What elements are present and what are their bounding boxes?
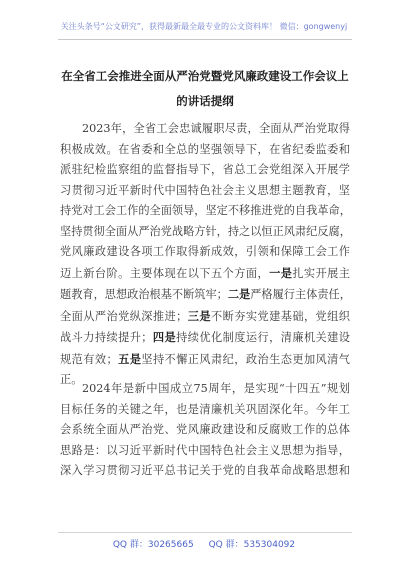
- para2-line: 目标任务的关键之年，也是清廉机关巩固深化年。今年工: [60, 402, 350, 416]
- header-divider: [58, 39, 352, 40]
- para1-line: 迈上新台阶。主要体现在以下五个方面，一是扎实开展主: [60, 265, 350, 280]
- para1-line: 积极成效。在省委和全总的坚强领导下，在省纪委监委和: [60, 142, 350, 156]
- header-promo-note: 关注头条号“公文研究”，获得最新最全最专业的公文资料库！ 微信：gongwenyj: [60, 22, 348, 31]
- para1-line: 坚持贯彻全面从严治党战略方针，持之以恒正风肃纪反腐，: [60, 224, 351, 238]
- para1-line: 派驻纪检监察组的监督指导下，省总工会党组深入开展学: [60, 163, 350, 176]
- para1-line: 战斗力持续提升；四是持续优化制度运行，清廉机关建设: [60, 330, 350, 344]
- footer-divider: [58, 532, 352, 533]
- footer-qq-group-2: QQ 群：535304092: [208, 540, 296, 550]
- para1-line: 规范有效；五是坚持不懈正风肃纪，政治生态更加风清气: [60, 351, 350, 366]
- para1-line: 2023年，全省工会忠诚履职尽责，全面从严治党取得: [82, 122, 350, 135]
- para1-line: 党风廉政建设各项工作取得新成效，引领和保障工会工作: [60, 245, 350, 258]
- para1-line: 题教育，思想政治根基不断筑牢；二是严格履行主体责任，: [60, 287, 351, 301]
- paragraph-2023-summary: [60, 119, 350, 391]
- para1-line: 全面从严治党纵深推进；三是不断夯实党建基础，党组织: [60, 308, 350, 323]
- para2-line: 深入学习贯彻习近平总书记关于党的自我革命战略思想和: [60, 464, 350, 477]
- paragraph-2024-plan: [60, 379, 350, 482]
- footer-qq-groups: [0, 537, 408, 550]
- footer-qq-group-1: QQ 群：30265665: [112, 540, 194, 550]
- document-title-line-1: 在全省工会推进全面从严治党暨党风廉政建设工作会议上: [61, 69, 349, 83]
- para2-line: 思路是：以习近平新时代中国特色社会主义思想为指导，: [60, 443, 350, 457]
- document-title-line-2: 的讲话提纲: [176, 94, 234, 108]
- para2-line: 会系统全面从严治党、党风廉政建设和反腐败工作的总体: [60, 423, 350, 436]
- para1-line: 习贯彻习近平新时代中国特色社会主义思想主题教育，坚: [60, 183, 350, 197]
- para2-line: 2024年是新中国成立75周年，是实现“十四五”规划: [82, 382, 350, 395]
- para1-line: 持党对工会工作的全面领导，坚定不移推进党的自我革命，: [60, 204, 351, 217]
- para1-line: 正。: [60, 373, 83, 386]
